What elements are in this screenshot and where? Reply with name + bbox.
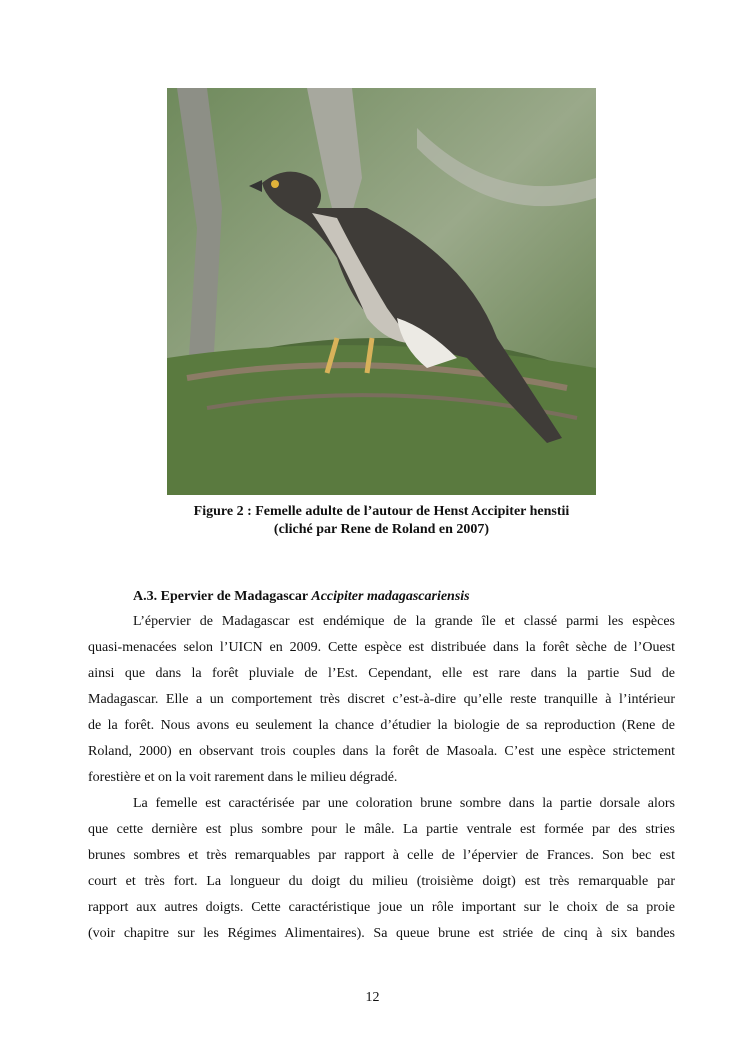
- paragraph-1-line: quasi-menacées selon l’UICN en 2009. Cette espèce est distribuée dans la forêt sèche de l’Ouest: [88, 640, 675, 655]
- paragraph-2-line: que cette dernière est plus sombre pour le mâle. La partie ventrale est formée par des stries: [88, 822, 675, 837]
- section-heading: [133, 589, 470, 605]
- section-heading-title: A.3. Epervier de Madagascar: [133, 589, 312, 604]
- paragraph-1-line: ainsi que dans la forêt pluviale de l’Est. Cependant, elle est rare dans la partie Sud de: [88, 666, 675, 681]
- paragraph-2-line: rapport aux autres doigts. Cette caractéristique joue un rôle important sur le choix de sa proie: [88, 900, 675, 915]
- figure-photo-hawk-on-nest: [167, 88, 596, 495]
- paragraph-2-line: (voir chapitre sur les Régimes Alimentaires). Sa queue brune est striée de cinq à six bandes: [88, 926, 675, 941]
- section-heading-species: Accipiter madagascariensis: [311, 589, 470, 604]
- figure-caption-line-1: Figure 2 : Femelle adulte de l’autour de Henst Accipiter henstii: [193, 504, 570, 519]
- paragraph-1-line: de la forêt. Nous avons eu seulement la chance d’étudier la biologie de sa reproduction (Rene de: [88, 718, 675, 733]
- paragraph-1-line: Madagascar. Elle a un comportement très discret c’est-à-dire qu’elle reste tranquille à l’intérieur: [88, 692, 675, 707]
- paragraph-1-line: forestière et on la voit rarement dans le milieu dégradé.: [88, 770, 398, 785]
- page-number: 12: [365, 990, 380, 1005]
- paragraph-1-line: Roland, 2000) en observant trois couples dans la forêt de Masoala. C’est une espèce strictement: [88, 744, 675, 759]
- paragraph-2-line: brunes sombres et très remarquables par rapport à celle de l’épervier de Frances. Son bec est: [88, 848, 675, 863]
- paragraph-2-line: court et très fort. La longueur du doigt du milieu (troisième doigt) est très remarquable par: [88, 874, 675, 889]
- figure-caption-line-2: (cliché par Rene de Roland en 2007): [273, 522, 490, 537]
- paragraph-1-line: L’épervier de Madagascar est endémique de la grande île et classé parmi les espèces: [133, 614, 675, 629]
- paragraph-2-line: La femelle est caractérisée par une coloration brune sombre dans la partie dorsale alors: [133, 796, 675, 811]
